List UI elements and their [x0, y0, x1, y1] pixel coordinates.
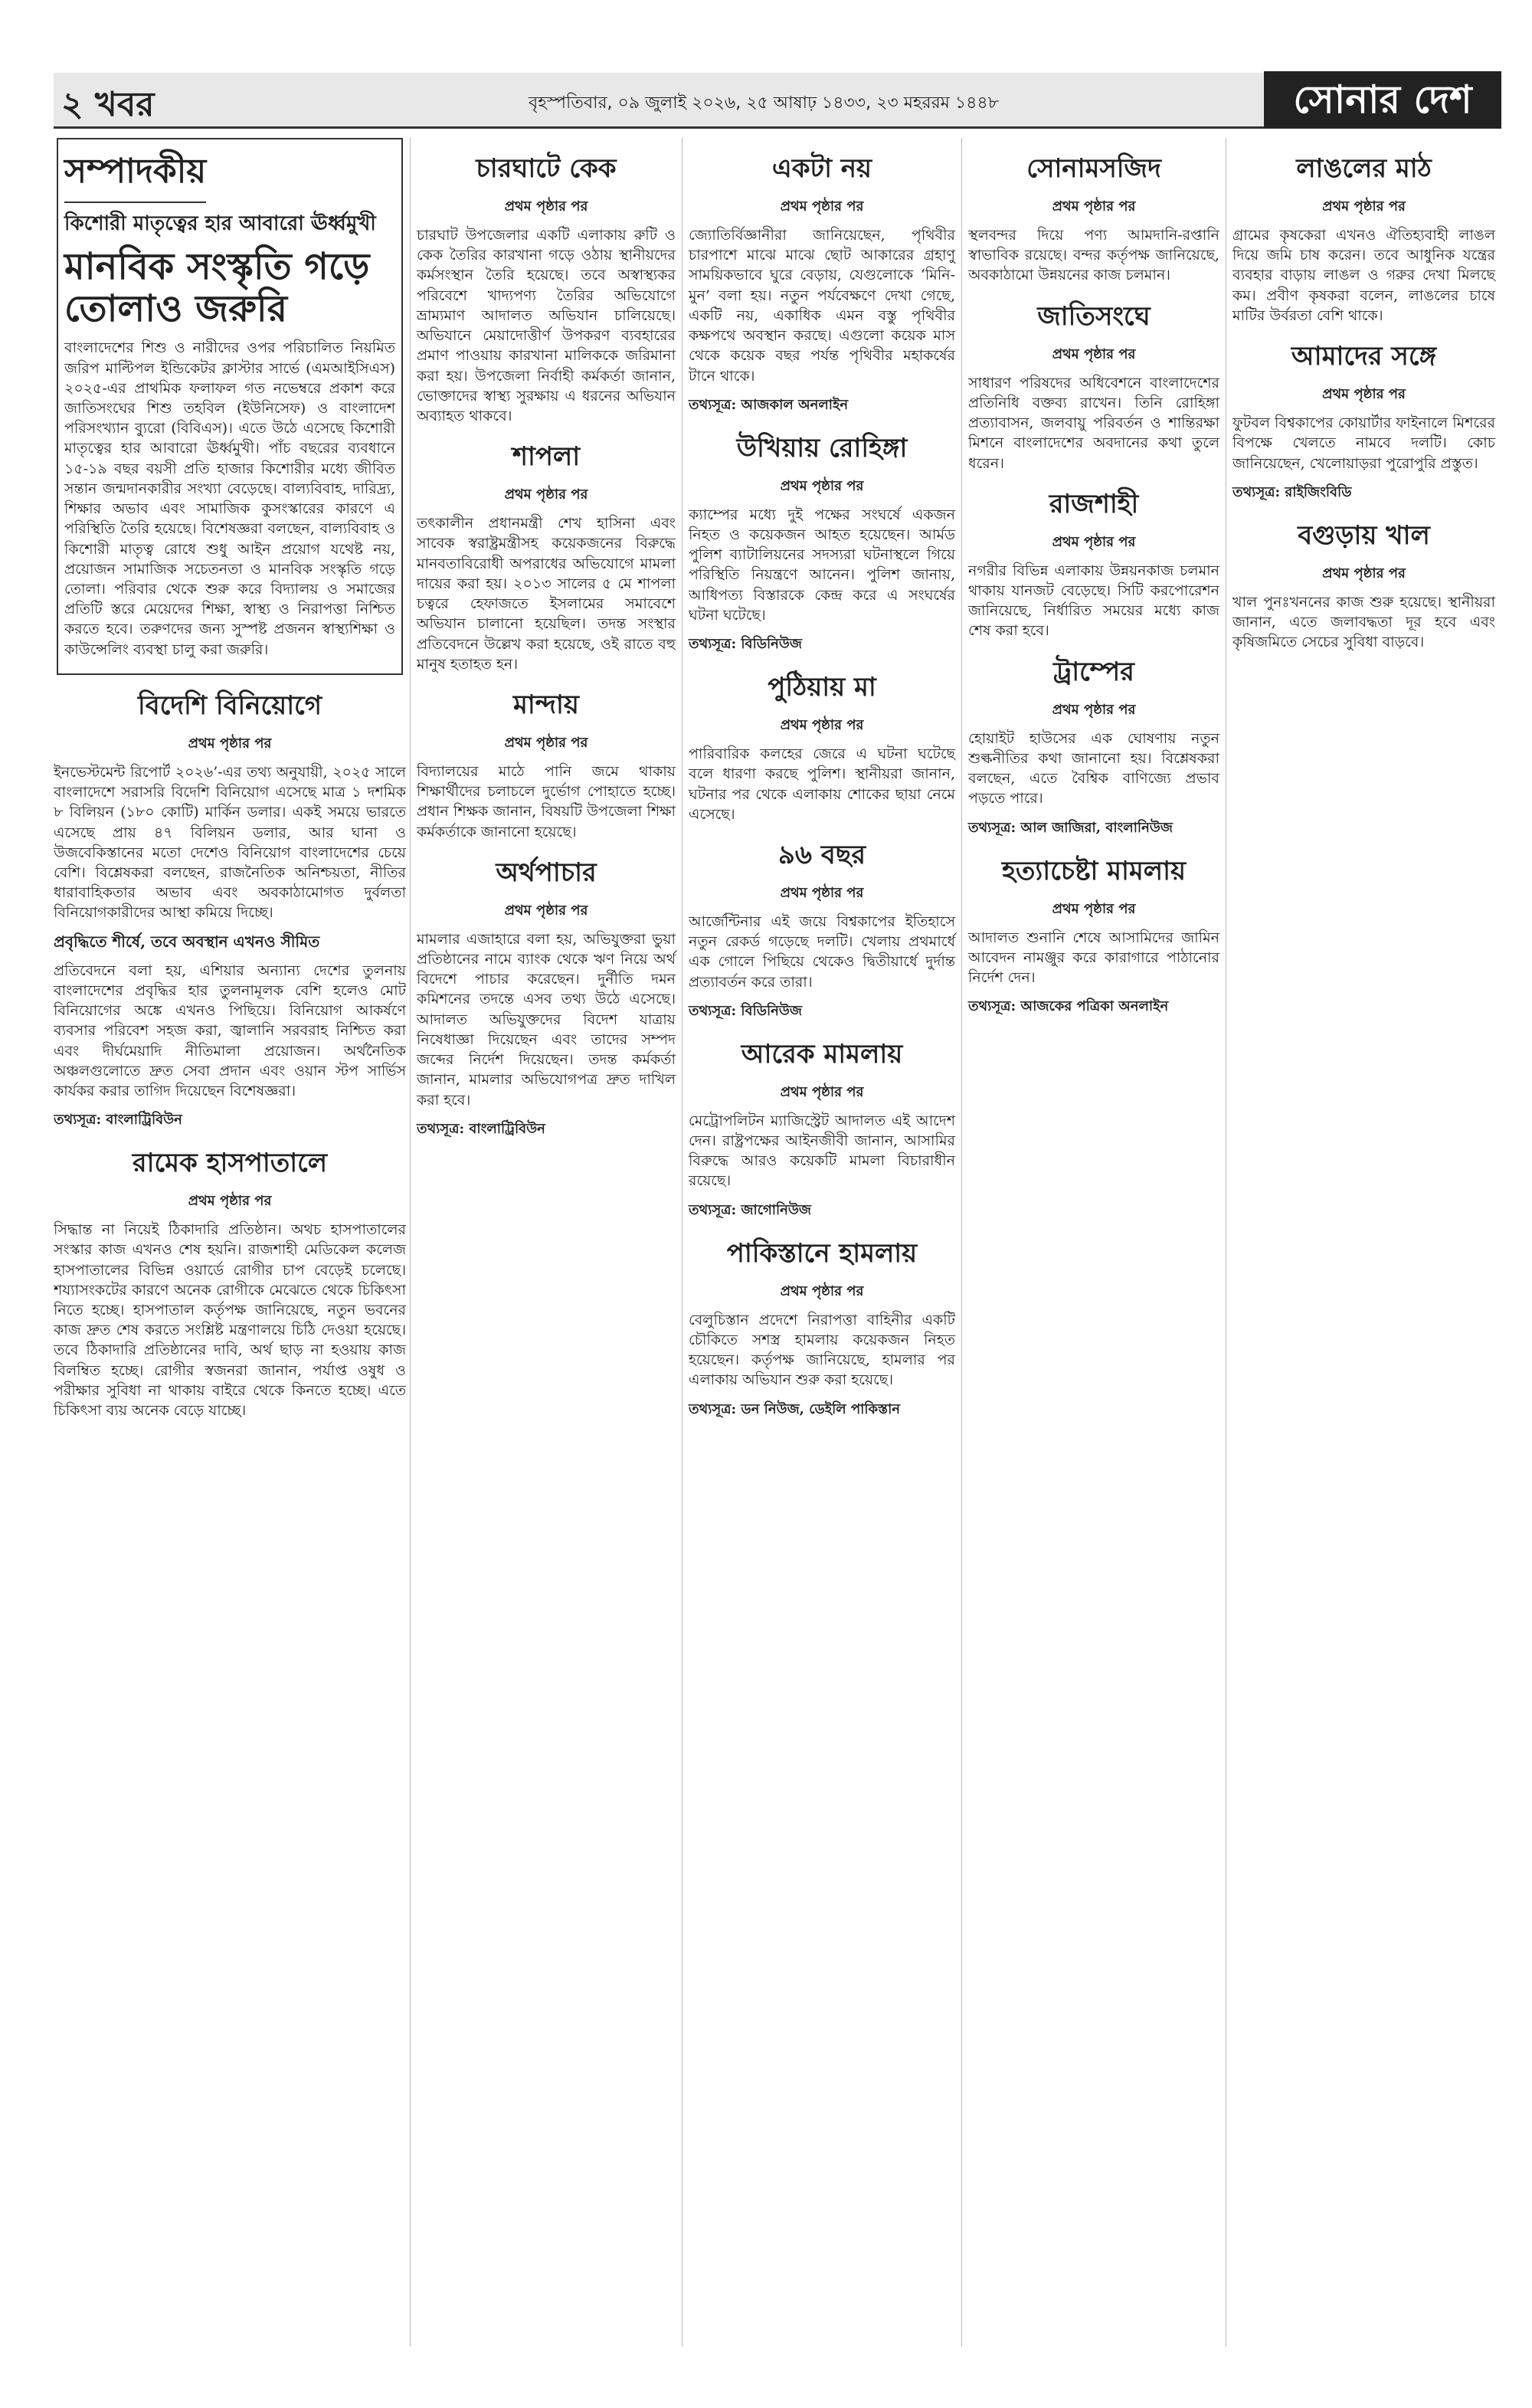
continued-label: প্রথম পৃষ্ঠার পর [780, 884, 864, 901]
article-body: আর্জেন্টিনার এই জয়ে বিশ্বকাপের ইতিহাসে নতুন রেকর্ড গড়েছে দলটি। খেলায় প্রথমার্ধে এক গোলে পিছিয়ে থেকেও দ্বিতীয়ার্ধে দুর্দান্ত প্রত্যাবর্তন করে তারা। [689, 912, 955, 991]
article-body: সাধারণ পরিষদের অধিবেশনে বাংলাদেশের প্রতিনিধি বক্তব্য রাখেন। তিনি রোহিঙ্গা প্রত্যাবাসন, জলবায়ু পরিবর্তন ও শান্তিরক্ষা মিশনে বাংলাদেশের অবদানের কথা তুলে ধরেন। [968, 374, 1219, 472]
article-body: গ্রামের কৃষকেরা এখনও ঐতিহ্যবাহী লাঙল দিয়ে জমি চাষ করেন। তবে আধুনিক যন্ত্রের ব্যবহার বাড়ায় লাঙল ও গরুর দেখা মিলছে কম। প্রবীণ কৃষকরা বলেন, লাঙলের চাষে মাটির উর্বরতা বেশি থাকে। [1232, 227, 1495, 324]
brand-logo: সোনার দেশ [1264, 71, 1501, 128]
article-source: তথ্যসূত্র: বাংলাট্রিবিউন [54, 1112, 182, 1129]
column-1 [54, 138, 406, 2347]
article-headline: পুঠিয়ায় মা [768, 672, 876, 703]
continued-label: প্রথম পৃষ্ঠার পর [1052, 533, 1136, 550]
masthead [54, 73, 1501, 129]
article-headline: চারঘাটে কেক [476, 153, 617, 184]
editorial-body: বাংলাদেশের শিশু ও নারীদের ওপর পরিচালিত নিয়মিত জরিপ মাল্টিপল ইন্ডিকেটর ক্লাস্টার সার্ভে (এমআইসিএস) ২০২৫-এর প্রাথমিক ফলাফল গত নভেম্বরে প্রকাশ করে জাতিসংঘের শিশু তহবিল (ইউনিসেফ) ও বাংলাদেশ পরিসংখ্যান ব্যুরো (বিবিএস)। এতে উঠে এসেছে কিশোরী মাতৃত্বের হার আবারো ঊর্ধ্বমুখী। পাঁচ বছরের ব্যবধানে ১৫-১৯ বছর বয়সী প্রতি হাজার কিশোরীর মধ্যে জীবিত সন্তান জন্মদানকারীর সংখ্যা বেড়েছে। বাল্যবিবাহ, দারিদ্র্য, শিক্ষার অভাব এবং সামাজিক কুসংস্কারের কারণে এ পরিস্থিতি তৈরি হয়েছে। বিশেষজ্ঞরা বলছেন, বাল্যবিবাহ ও কিশোরী মাতৃত্ব রোধে শুধু আইন প্রয়োগ যথেষ্ট নয়, প্রয়োজন সামাজিক সচেতনতা ও মানবিক সংস্কৃতি গড়ে তোলা। পরিবার থেকে শুরু করে বিদ্যালয় ও সমাজের প্রতিটি স্তরে মেয়েদের শিক্ষা, স্বাস্থ্য ও নিরাপত্তা নিশ্চিত করতে হবে। তরুণদের জন্য সুস্পষ্ট প্রজনন স্বাস্থ্যশিক্ষা ও কাউন্সেলিং ব্যবস্থা চালু করা জরুরি। [64, 339, 395, 658]
article-headline: আরেক মামলায় [741, 1038, 903, 1070]
article-headline: পাকিস্তানে হামলায় [726, 1237, 918, 1269]
article-headline: বগুড়ায় খাল [1298, 519, 1430, 551]
continued-label: প্রথম পৃষ্ঠার পর [504, 487, 588, 503]
continued-label: প্রথম পৃষ্ঠার পর [188, 1193, 272, 1210]
editorial-subhead: কিশোরী মাতৃত্বের হার আবারো ঊর্ধ্বমুখী [64, 212, 376, 235]
article-headline: অর্থপাচার [496, 857, 597, 888]
article-body: নগরীর বিভিন্ন এলাকায় উন্নয়নকাজ চলমান থাকায় যানজট বেড়েছে। সিটি করপোরেশন জানিয়েছে, নির্ধারিত সময়ের মধ্যে কাজ শেষ করা হবে। [968, 562, 1219, 640]
continued-label: প্রথম পৃষ্ঠার পর [504, 734, 588, 751]
continued-label: প্রথম পৃষ্ঠার পর [188, 735, 272, 752]
article-headline: ট্রাম্পের [1053, 656, 1134, 687]
continued-label: প্রথম পৃষ্ঠার পর [1322, 198, 1406, 215]
article-headline: জাতিসংঘে [1037, 300, 1151, 332]
article-source: তথ্যসূত্র: আল জাজিরা, বাংলানিউজ [968, 819, 1173, 836]
column-3 [682, 138, 961, 2347]
article-source: তথ্যসূত্র: আজকাল অনলাইন [689, 396, 849, 413]
continued-label: প্রথম পৃষ্ঠার পর [1052, 701, 1136, 718]
article-body: ক্যাম্পের মধ্যে দুই পক্ষের সংঘর্ষে একজন নিহত ও কয়েকজন আহত হয়েছেন। আর্মড পুলিশ ব্যাটালিয়নের সদস্যরা ঘটনাস্থলে গিয়ে পরিস্থিতি নিয়ন্ত্রণে আনেন। পুলিশ জানায়, আধিপত্য বিস্তারকে কেন্দ্র করে এ সংঘর্ষের ঘটনা ঘটেছে। [689, 506, 955, 624]
continued-label: প্রথম পৃষ্ঠার পর [504, 198, 588, 215]
article-source: তথ্যসূত্র: বাংলাট্রিবিউন [417, 1120, 545, 1137]
article-headline: লাঙলের মাঠ [1296, 153, 1432, 184]
article-headline: হত্যাচেষ্টা মামলায় [1001, 855, 1187, 886]
article-subhead: প্রবৃদ্ধিতে শীর্ষে, তবে অবস্থান এখনও সীমিত [54, 932, 320, 951]
article-headline: সোনামসজিদ [1026, 153, 1161, 184]
article-headline: শাপলা [512, 441, 581, 473]
article-body: ফুটবল বিশ্বকাপের কোয়ার্টার ফাইনালে মিশরের বিপক্ষে খেলতে নামবে দলটি। কোচ জানিয়েছেন, খেলোয়াড়রা পুরোপুরি প্রস্তুত। [1232, 414, 1495, 472]
article-source: তথ্যসূত্র: বিডিনিউজ [689, 636, 802, 653]
article-headline: রাজশাহী [1049, 488, 1139, 519]
article-body: চারঘাট উপজেলার একটি এলাকায় রুটি ও কেক তৈরির কারখানা গড়ে ওঠায় স্থানীয়দের কর্মসংস্থান তৈরি হয়েছে। তবে অস্বাস্থ্যকর পরিবেশে খাদ্যপণ্য তৈরির অভিযোগে ভ্রাম্যমাণ আদালত অভিযান চালিয়েছে। অভিযানে মেয়াদোত্তীর্ণ উপকরণ ব্যবহারের প্রমাণ পাওয়ায় কারখানা মালিককে জরিমানা করা হয়। উপজেলা নির্বাহী কর্মকর্তা জানান, ভোক্তাদের স্বাস্থ্য সুরক্ষায় এ ধরনের অভিযান অব্যাহত থাকবে। [417, 227, 676, 424]
article-body: স্থলবন্দর দিয়ে পণ্য আমদানি-রপ্তানি স্বাভাবিক রয়েছে। বন্দর কর্তৃপক্ষ জানিয়েছে, অবকাঠামো উন্নয়নের কাজ চলমান। [968, 227, 1219, 284]
article-headline: একটা নয় [771, 153, 872, 184]
dateline: বৃহস্পতিবার, ০৯ জুলাই ২০২৬, ২৫ আষাঢ় ১৪৩৩, ২৩ মহররম ১৪৪৮ [529, 93, 999, 113]
article-headline: আমাদের সঙ্গে [1291, 341, 1437, 372]
column-2 [410, 138, 682, 2347]
article-headline: উখিয়ায় রোহিঙ্গা [736, 432, 908, 464]
editorial-box [57, 138, 403, 675]
article-headline: ৯৬ বছর [777, 839, 866, 870]
article-body: প্রতিবেদনে বলা হয়, এশিয়ার অন্যান্য দেশের তুলনায় বাংলাদেশের প্রবৃদ্ধির হার তুলনামূলক বেশি হলেও মোট বিনিয়োগের অঙ্কে এখনও পিছিয়ে। বিনিয়োগ আকর্ষণে ব্যবসার পরিবেশ সহজ করা, জ্বালানি সরবরাহ নিশ্চিত করা এবং দীর্ঘমেয়াদি নীতিমালা প্রয়োজন। অর্থনৈতিক অঞ্চলগুলোতে দ্রুত সেবা প্রদান এবং ওয়ান স্টপ সার্ভিস কার্যকর করার তাগিদ দিয়েছেন বিশেষজ্ঞরা। [54, 962, 406, 1099]
article-body: মেট্রোপলিটন ম্যাজিস্ট্রেট আদালত এই আদেশ দেন। রাষ্ট্রপক্ষের আইনজীবী জানান, আসামির বিরুদ্ধে আরও কয়েকটি মামলা বিচারাধীন রয়েছে। [689, 1112, 955, 1190]
article-source: তথ্যসূত্র: রাইজিংবিডি [1232, 483, 1352, 500]
column-4 [961, 138, 1226, 2347]
article-body: হোয়াইট হাউসের এক ঘোষণায় নতুন শুল্কনীতির কথা জানানো হয়। বিশ্লেষকরা বলছেন, এতে বৈশ্বিক বাণিজ্যে প্রভাব পড়তে পারে। [968, 729, 1219, 808]
continued-label: প্রথম পৃষ্ঠার পর [1322, 565, 1406, 582]
editorial-headline: মানবিক সংস্কৃতি গড়ে তোলাও জরুরি [64, 245, 370, 331]
continued-label: প্রথম পৃষ্ঠার পর [1052, 198, 1136, 215]
article-source: তথ্যসূত্র: জাগোনিউজ [689, 1201, 812, 1218]
column-5 [1226, 138, 1501, 2347]
continued-label: প্রথম পৃষ্ঠার পর [780, 1283, 864, 1299]
continued-label: প্রথম পৃষ্ঠার পর [504, 902, 588, 919]
continued-label: প্রথম পৃষ্ঠার পর [780, 717, 864, 734]
continued-label: প্রথম পৃষ্ঠার পর [1052, 900, 1136, 917]
article-headline: রামেক হাসপাতালে [132, 1148, 328, 1179]
continued-label: প্রথম পৃষ্ঠার পর [780, 198, 864, 215]
page-number: ২ খবর [61, 85, 155, 124]
article-body: মামলার এজাহারে বলা হয়, অভিযুক্তরা ভুয়া প্রতিষ্ঠানের নামে ব্যাংক থেকে ঋণ নিয়ে অর্থ বিদেশে পাচার করেছেন। দুর্নীতি দমন কমিশনের তদন্তে এসব তথ্য উঠে এসেছে। আদালত অভিযুক্তদের বিদেশ যাত্রায় নিষেধাজ্ঞা দিয়েছেন এবং তাদের সম্পদ জব্দের নির্দেশ দিয়েছেন। তদন্ত কর্মকর্তা জানান, মামলার অভিযোগপত্র দ্রুত দাখিল করা হবে। [417, 930, 676, 1109]
article-body: বিদ্যালয়ের মাঠে পানি জমে থাকায় শিক্ষার্থীদের চলাচলে দুর্ভোগ পোহাতে হচ্ছে। প্রধান শিক্ষক জানান, বিষয়টি উপজেলা শিক্ষা কর্মকর্তাকে জানানো হয়েছে। [417, 762, 676, 840]
article-body: সিদ্ধান্ত না নিয়েই ঠিকাদারি প্রতিষ্ঠান। অথচ হাসপাতালের সংস্কার কাজ এখনও শেষ হয়নি। রাজশাহী মেডিকেল কলেজ হাসপাতালের বিভিন্ন ওয়ার্ডে রোগীর চাপ বেড়েই চলেছে। শয্যাসংকটের কারণে অনেক রোগীকে মেঝেতে থেকে চিকিৎসা নিতে হচ্ছে। হাসপাতাল কর্তৃপক্ষ জানিয়েছে, নতুন ভবনের কাজ দ্রুত শেষ করতে সংশ্লিষ্ট মন্ত্রণালয়ে চিঠি দেওয়া হয়েছে। তবে ঠিকাদারি প্রতিষ্ঠানের দাবি, অর্থ ছাড় না হওয়ায় কাজ বিলম্বিত হচ্ছে। রোগীর স্বজনরা জানান, পর্যাপ্ত ওষুধ ও পরীক্ষার সুবিধা না থাকায় বাইরে থেকে কিনতে হচ্ছে। এতে চিকিৎসা ব্যয় অনেক বেড়ে যাচ্ছে। [54, 1221, 406, 1420]
continued-label: প্রথম পৃষ্ঠার পর [780, 477, 864, 494]
article-body: ইনভেস্টমেন্ট রিপোর্ট ২০২৬’-এর তথ্য অনুযায়ী, ২০২৫ সালে বাংলাদেশে সরাসরি বিদেশি বিনিয়োগ এসেছে মাত্র ১ দশমিক ৮ বিলিয়ন (১৮০ কোটি) মার্কিন ডলার। একই সময়ে ভারতে এসেছে প্রায় ৪৭ বিলিয়ন ডলার, আর ঘানা ও উজবেকিস্তানের মতো দেশেও বিনিয়োগ বাংলাদেশের চেয়ে বেশি। বিশ্লেষকরা বলছেন, রাজনৈতিক অনিশ্চয়তা, নীতির ধারাবাহিকতার অভাব এবং অবকাঠামোগত দুর্বলতা বিনিয়োগকারীদের আস্থা কমিয়ে দিচ্ছে। [54, 763, 406, 922]
continued-label: প্রথম পৃষ্ঠার পর [780, 1083, 864, 1100]
article-body: বেলুচিস্তান প্রদেশে নিরাপত্তা বাহিনীর একটি চৌকিতে সশস্ত্র হামলায় কয়েকজন নিহত হয়েছেন। কর্তৃপক্ষ জানিয়েছে, হামলার পর এলাকায় অভিযান শুরু করা হয়েছে। [689, 1311, 955, 1389]
article-body: পারিবারিক কলহের জেরে এ ঘটনা ঘটেছে বলে ধারণা করছে পুলিশ। স্থানীয়রা জানান, ঘটনার পর থেকে এলাকায় শোকের ছায়া নেমে এসেছে। [689, 745, 955, 823]
article-source: তথ্যসূত্র: বিডিনিউজ [689, 1002, 802, 1019]
article-body: আদালত শুনানি শেষে আসামিদের জামিন আবেদন নামঞ্জুর করে কারাগারে পাঠানোর নির্দেশ দেন। [968, 929, 1219, 986]
continued-label: প্রথম পৃষ্ঠার পর [1052, 346, 1136, 362]
article-body: জ্যোতির্বিজ্ঞানীরা জানিয়েছেন, পৃথিবীর চারপাশে মাঝে মাঝে ছোট আকারের গ্রহাণু সাময়িকভাবে ঘুরে বেড়ায়, যেগুলোকে ‘মিনি-মুন’ বলা হয়। নতুন পর্যবেক্ষণে দেখা গেছে, একটি নয়, একাধিক এমন বস্তু পৃথিবীর কক্ষপথে অবস্থান করছে। এগুলো কয়েক মাস থেকে কয়েক বছর পর্যন্ত পৃথিবীর মহাকর্ষের টানে থাকে। [689, 227, 955, 385]
article-headline: বিদেশি বিনিয়োগে [137, 690, 322, 721]
article-headline: মান্দায় [513, 689, 579, 720]
article-body: তৎকালীন প্রধানমন্ত্রী শেখ হাসিনা এবং সাবেক স্বরাষ্ট্রমন্ত্রীসহ কয়েকজনের বিরুদ্ধে মানবতাবিরোধী অপরাধের অভিযোগে মামলা দায়ের করা হয়। ২০১৩ সালের ৫ মে শাপলা চত্বরে হেফাজতে ইসলামের সমাবেশে অভিযান চালানো হয়েছিল। তদন্ত সংস্থার প্রতিবেদনে উল্লেখ করা হয়েছে, ওই রাতে বহু মানুষ হতাহত হন। [417, 515, 676, 673]
editorial-label: সম্পাদকীয় [64, 146, 206, 203]
continued-label: প্রথম পৃষ্ঠার পর [1322, 386, 1406, 403]
article-source: তথ্যসূত্র: ডন নিউজ, ডেইলি পাকিস্তান [689, 1401, 901, 1417]
article-source: তথ্যসূত্র: আজকের পত্রিকা অনলাইন [968, 998, 1169, 1015]
article-body: খাল পুনঃখননের কাজ শুরু হয়েছে। স্থানীয়রা জানান, এতে জলাবদ্ধতা দূর হবে এবং কৃষিজমিতে সেচের সুবিধা বাড়বে। [1232, 593, 1495, 651]
